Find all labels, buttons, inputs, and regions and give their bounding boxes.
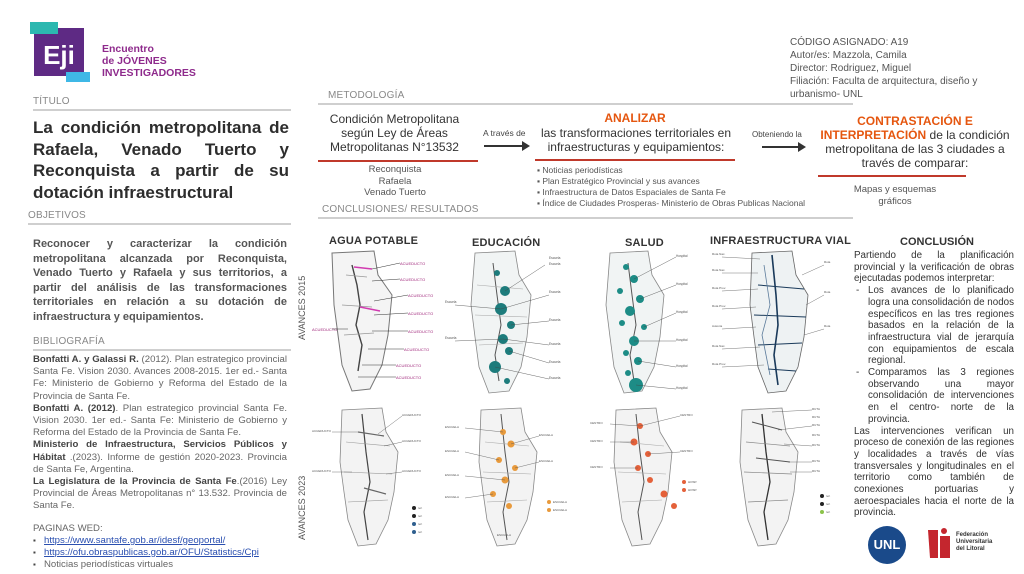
- map-title-salud: SALUD: [625, 237, 664, 249]
- svg-text:Ruta: Ruta: [824, 260, 831, 264]
- flow-box-condicion: Condición Metropolitana según Ley de Áreas Metropolitanas N°13532: [329, 112, 460, 154]
- map-vial-2023: [712, 402, 852, 550]
- svg-text:Hospital: Hospital: [676, 282, 688, 286]
- svg-text:RUTA: RUTA: [812, 415, 820, 419]
- conclusion-body: [854, 250, 1014, 519]
- svg-text:Ruta Prov.: Ruta Prov.: [712, 304, 726, 308]
- svg-text:Eji: Eji: [43, 40, 75, 70]
- eji-logo: [30, 22, 90, 82]
- map-title-vial: INFRAESTRUCTURA VIAL: [710, 235, 852, 247]
- svg-text:CENTRO: CENTRO: [680, 413, 693, 417]
- web-pages-label: PAGINAS WED:: [33, 523, 103, 534]
- web-pages-other: Noticias periodísticas virtuales: [44, 559, 174, 570]
- map-salud-2023: [590, 402, 710, 550]
- svg-text:RUTA: RUTA: [812, 469, 820, 473]
- row-label-2015: AVANCES 2015: [297, 275, 307, 340]
- director: Director: Rodriguez, Miguel: [790, 63, 912, 74]
- svg-text:CENTRO: CENTRO: [590, 465, 603, 469]
- svg-text:Hospital: Hospital: [676, 254, 688, 258]
- accent-rule: [818, 175, 966, 177]
- svg-text:ref.: ref.: [418, 514, 423, 518]
- link-ofu[interactable]: https://ofu.obraspublicas.gob.ar/OFU/Statistics/Cpi: [44, 547, 259, 558]
- svg-text:Escuela: Escuela: [445, 300, 457, 304]
- map-title-agua: AGUA POTABLE: [329, 235, 419, 247]
- svg-text:Ruta Prov.: Ruta Prov.: [712, 286, 726, 290]
- page-title: La condición metropolitana de Rafaela, Venado Tuerto y Reconquista a partir de su dotación infraestructural: [33, 118, 289, 202]
- map-agua-2015: [312, 245, 442, 395]
- section-label-titulo: TÍTULO: [33, 96, 70, 107]
- autores: Autor/es: Mazzola, Camila: [790, 50, 907, 61]
- svg-text:CENTRO: CENTRO: [680, 449, 693, 453]
- map-salud-2015: [590, 245, 710, 395]
- svg-text:Ruta: Ruta: [824, 290, 831, 294]
- conclusion-item: - Los avances de lo planificado logra una consolidación de nodos específicos en las tres regiones basados en la relación de la infraestructura vial de jerarquía con equipamientos de escala regional.: [854, 285, 1014, 367]
- svg-text:ACUEDUCTO: ACUEDUCTO: [402, 469, 421, 473]
- map-title-educacion: EDUCACIÓN: [472, 237, 541, 249]
- svg-text:ACUEDUCTO: ACUEDUCTO: [400, 261, 426, 266]
- svg-text:ACUEDUCTO: ACUEDUCTO: [402, 413, 421, 417]
- unl-logo: UNL: [868, 526, 906, 564]
- divider: [318, 217, 853, 219]
- section-label-objetivos: OBJETIVOS: [28, 210, 86, 221]
- svg-text:RUTA: RUTA: [812, 407, 820, 411]
- svg-text:ACUEDUCTO: ACUEDUCTO: [408, 311, 434, 316]
- svg-text:RUTA: RUTA: [812, 433, 820, 437]
- codigo: CÓDIGO ASIGNADO: A19: [790, 37, 909, 48]
- svg-text:Escuela: Escuela: [549, 342, 561, 346]
- svg-text:ESCUELA: ESCUELA: [553, 508, 568, 512]
- cities-list: Reconquista Rafaela Venado Tuerto: [364, 164, 426, 198]
- svg-text:ACUEDUCTO: ACUEDUCTO: [408, 329, 434, 334]
- logo-text: Encuentro de JÓVENES INVESTIGADORES: [102, 43, 196, 79]
- map-educacion-2015: [445, 245, 585, 395]
- svg-text:ref.: ref.: [418, 522, 423, 526]
- conclusion-closing: Las intervenciones verifican un proceso de conexión de las regiones y localidades a través de vías transversales y longitudinales en el territorio como también de conexiones portuarias y aeroespaciales hacia el norte de la provincia.: [854, 425, 1014, 519]
- accent-rule: [535, 159, 735, 161]
- arrow-label-2: Obteniendo la: [752, 130, 802, 139]
- svg-text:Ruta: Ruta: [824, 324, 831, 328]
- objectives-text: Reconocer y caracterizar la condición metropolitana alcanzada por Reconquista, Venado Tuerto y Rafaela y sus territorios, a partir del análisis de las transformaciones territoriales en relación a su dotación de infraestructura y equipamientos.: [33, 238, 287, 323]
- svg-text:Ruta Nac.: Ruta Nac.: [712, 344, 726, 348]
- svg-text:CENTRO: CENTRO: [590, 421, 603, 425]
- analizar-title: ANALIZAR: [604, 111, 666, 125]
- svg-text:RUTA: RUTA: [812, 443, 820, 447]
- divider: [28, 223, 291, 225]
- svg-text:ACUEDUCTO: ACUEDUCTO: [312, 429, 331, 433]
- fed-logo-text: Federación Universitaria del Litoral: [956, 532, 993, 552]
- divider: [33, 109, 291, 111]
- svg-text:ACUEDUCTO: ACUEDUCTO: [408, 293, 434, 298]
- row-label-2023: AVANCES 2023: [297, 475, 307, 540]
- svg-text:ESCUELA: ESCUELA: [553, 500, 568, 504]
- svg-text:ref.: ref.: [826, 502, 831, 506]
- accent-rule: [318, 160, 478, 162]
- svg-text:Escuela: Escuela: [549, 360, 561, 364]
- arrow-right-icon: [484, 139, 530, 158]
- svg-text:ESCUELA: ESCUELA: [539, 433, 554, 437]
- biblio-entry: Ministerio de Infraestructura, Servicios Públicos y Hábitat .(2023). Informe de gestión 2020-2023. Provincia de Santa Fe, Argentina.: [33, 439, 287, 475]
- contrast-block: CONTRASTACIÓN E INTERPRETACIÓN de la condición metropolitana de las 3 ciudades a través de comparar:: [820, 114, 1010, 170]
- filiacion: Filiación: Faculta de arquitectura, diseño y urbanismo- UNL: [790, 76, 978, 100]
- svg-text:ref.: ref.: [826, 510, 831, 514]
- svg-text:ACUEDUCTO: ACUEDUCTO: [312, 327, 338, 332]
- svg-text:HOSP.: HOSP.: [688, 480, 697, 484]
- conclusion-item: - Comparamos las 3 regiones observando una mayor consolidación de intervenciones en el centro- norte de la provincia.: [854, 367, 1014, 426]
- svg-text:Autovía: Autovía: [712, 324, 723, 328]
- sources-list: ▪ Noticias periodísticas ▪ Plan Estratégico Provincial y sus avances ▪ Infraestructura de Datos Espaciales de Santa Fe ▪ Índice de Ciudades Prosperas- Ministerio de Obras Publicas Nacional: [537, 165, 806, 208]
- svg-text:ESCUELA: ESCUELA: [539, 459, 554, 463]
- svg-text:ACUEDUCTO: ACUEDUCTO: [404, 347, 430, 352]
- svg-text:Ruta Prov.: Ruta Prov.: [712, 362, 726, 366]
- svg-text:ACUEDUCTO: ACUEDUCTO: [402, 439, 421, 443]
- analizar-text: las transformaciones territoriales en infraestructuras y equipamientos:: [540, 126, 732, 154]
- svg-text:Ruta Nac.: Ruta Nac.: [712, 252, 726, 256]
- web-pages: [33, 523, 293, 571]
- map-vial-2015: [712, 245, 852, 395]
- svg-text:ref.: ref.: [826, 494, 831, 498]
- conclusion-intro: Partiendo de la planificación provincial y la verificación de obras ejecutadas podemos interpretar:: [854, 250, 1014, 285]
- svg-text:RUTA: RUTA: [812, 459, 820, 463]
- biblio-entry: La Legislatura de la Provincia de Santa Fe.(2016) Ley Provincial de Áreas Metropolitanas n° 13.532. Provincia de Santa Fe.: [33, 476, 288, 512]
- svg-text:ACUEDUCTO: ACUEDUCTO: [312, 469, 331, 473]
- svg-text:HOSP.: HOSP.: [688, 488, 697, 492]
- biblio-entry: Bonfatti A. y Galassi R. (2012). Plan estrategico provincial Santa Fe. Vision 2030. Avances 2008-2015. 1er ed.- Santa Fe: Ministerio de Gobierno y Reforma del Estado de la Provincia de Santa Fe.: [33, 354, 288, 402]
- divider: [318, 103, 853, 105]
- arrow-label-1: A través de: [483, 128, 526, 138]
- svg-text:ref.: ref.: [418, 506, 423, 510]
- svg-text:ESCUELA: ESCUELA: [445, 449, 460, 453]
- fed-logo: [924, 526, 954, 567]
- svg-text:ESCUELA: ESCUELA: [445, 425, 460, 429]
- bibliography: [33, 354, 287, 513]
- svg-text:ACUEDUCTO: ACUEDUCTO: [396, 375, 422, 380]
- svg-text:Escuela: Escuela: [549, 262, 561, 266]
- svg-text:Escuela: Escuela: [445, 336, 457, 340]
- svg-text:Escuela: Escuela: [549, 256, 561, 260]
- svg-text:RUTA: RUTA: [812, 423, 820, 427]
- conclusion-title: CONCLUSIÓN: [900, 236, 974, 248]
- svg-text:ESCUELA: ESCUELA: [445, 473, 460, 477]
- metadata-block: [790, 36, 1010, 101]
- output-text: Mapas y esquemas gráficos: [853, 184, 937, 207]
- svg-text:ESCUELA: ESCUELA: [497, 533, 512, 537]
- svg-text:CENTRO: CENTRO: [590, 439, 603, 443]
- section-label-bibliografia: BIBLIOGRAFÍA: [33, 336, 105, 347]
- map-agua-2023: [312, 402, 442, 550]
- svg-text:Hospital: Hospital: [676, 338, 688, 342]
- svg-text:Hospital: Hospital: [676, 310, 688, 314]
- svg-text:ACUEDUCTO: ACUEDUCTO: [396, 363, 422, 368]
- divider: [33, 349, 291, 351]
- link-geoportal[interactable]: https://www.santafe.gob.ar/idesf/geoportal/: [44, 535, 226, 546]
- svg-text:Escuela: Escuela: [549, 376, 561, 380]
- svg-text:ref.: ref.: [418, 530, 423, 534]
- svg-text:ACUEDUCTO: ACUEDUCTO: [400, 277, 426, 282]
- svg-text:Hospital: Hospital: [676, 386, 688, 390]
- svg-text:Ruta Nac.: Ruta Nac.: [712, 268, 726, 272]
- section-label-metodologia: METODOLOGÍA: [328, 90, 405, 101]
- svg-text:Escuela: Escuela: [549, 318, 561, 322]
- biblio-entry: Bonfatti A. (2012). Plan estrategico provincial Santa Fe. Vision 2030. 1er ed.- Santa Fe: Ministerio de Gobierno y Reforma del Estado de la Provincia de Santa Fe.: [33, 402, 287, 439]
- map-educacion-2023: [445, 402, 585, 550]
- svg-text:Hospital: Hospital: [676, 364, 688, 368]
- svg-text:Escuela: Escuela: [549, 290, 561, 294]
- arrow-right-icon: [762, 140, 806, 159]
- section-label-conclusiones: CONCLUSIONES/ RESULTADOS: [322, 204, 479, 215]
- svg-text:ESCUELA: ESCUELA: [445, 495, 460, 499]
